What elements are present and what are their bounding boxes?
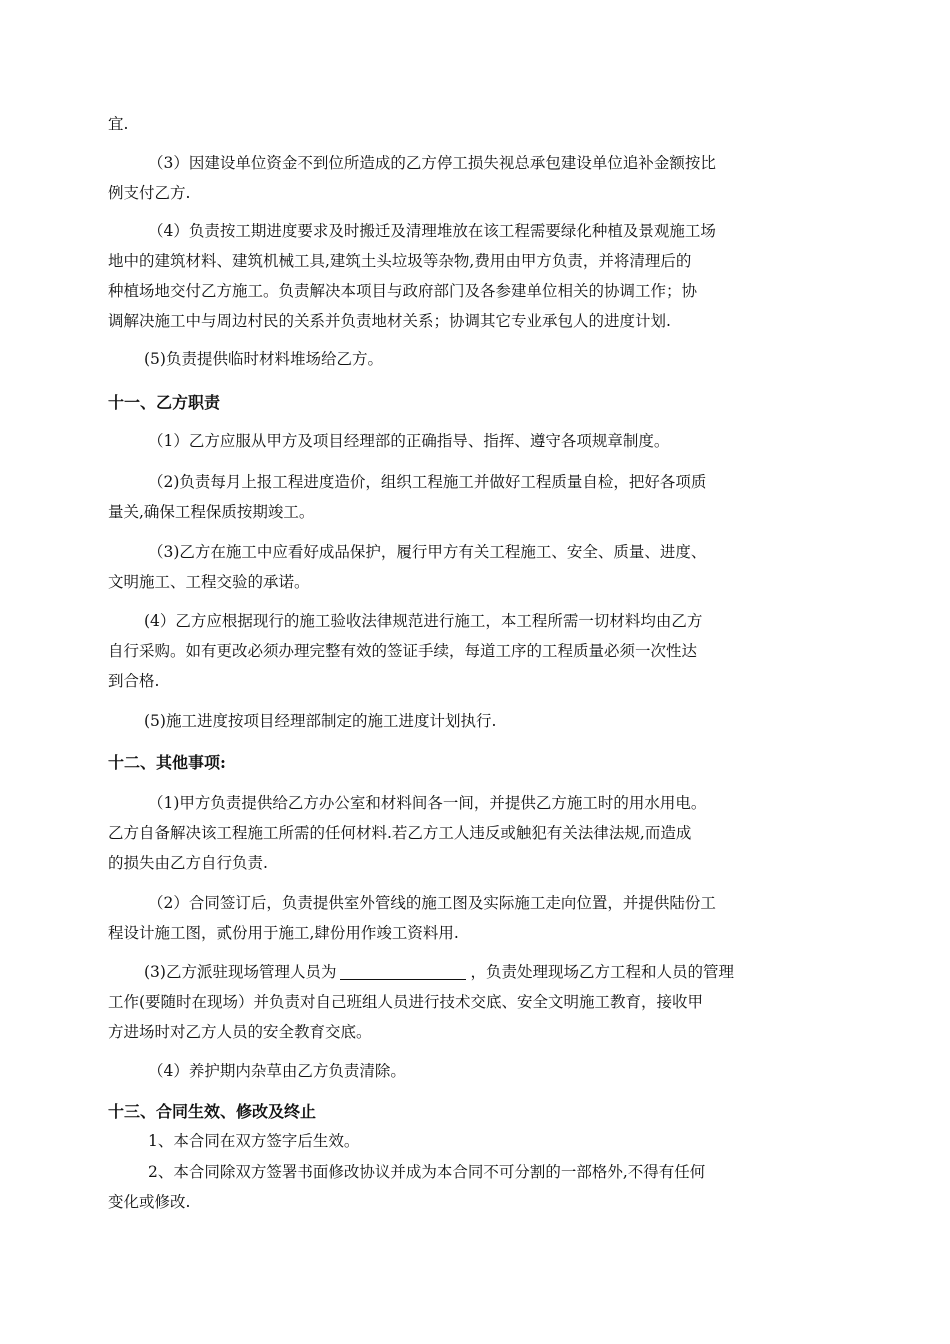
paragraph-line: 宜. — [108, 115, 129, 133]
paragraph-line: （3)乙方在施工中应看好成品保护，履行甲方有关工程施工、安全、质量、进度、 — [148, 543, 707, 561]
paragraph-line: 2、本合同除双方签署书面修改协议并成为本合同不可分割的一部格外,不得有任何 — [148, 1163, 706, 1181]
clause-10-continuation — [108, 109, 846, 139]
paragraph-text: (3)乙方派驻现场管理人员为 — [144, 963, 337, 981]
clause-11-item-4 — [108, 606, 846, 696]
paragraph-line: 1、本合同在双方签字后生效。 — [148, 1132, 360, 1150]
clause-11-item-2 — [108, 467, 846, 527]
paragraph-line: 自行采购。如有更改必须办理完整有效的签证手续，每道工序的工程质量必须一次性达 — [108, 642, 698, 660]
clause-10-item-3 — [108, 148, 846, 208]
clause-12-item-4 — [108, 1056, 846, 1086]
section-heading-11: 十一、乙方职责 — [108, 393, 221, 412]
clause-12-item-3 — [108, 957, 846, 1047]
section-heading-12: 十二、其他事项: — [108, 753, 226, 772]
paragraph-line: 方进场时对乙方人员的安全教育交底。 — [108, 1023, 372, 1041]
clause-13-item-1 — [108, 1126, 846, 1156]
paragraph-line: (5)施工进度按项目经理部制定的施工进度计划执行. — [144, 712, 497, 730]
section-heading-13: 十三、合同生效、修改及终止 — [108, 1102, 317, 1121]
paragraph-line: (5)负责提供临时材料堆场给乙方。 — [144, 350, 383, 368]
clause-10-item-4 — [108, 216, 846, 336]
paragraph-line: 的损失由乙方自行负责. — [108, 854, 268, 872]
clause-11-item-3 — [108, 537, 846, 597]
clause-13-item-2 — [108, 1157, 846, 1217]
fill-in-blank[interactable] — [340, 961, 466, 980]
clause-12-item-2 — [108, 888, 846, 948]
paragraph-line: （4）负责按工期进度要求及时搬迁及清理堆放在该工程需要绿化种植及景观施工场 — [148, 222, 716, 240]
clause-10-item-5 — [108, 344, 846, 374]
paragraph-line: （2)负责每月上报工程进度造价，组织工程施工并做好工程质量自检，把好各项质 — [148, 473, 707, 491]
paragraph-text: ，负责处理现场乙方工程和人员的管理 — [470, 963, 734, 981]
paragraph-line: 种植场地交付乙方施工。负责解决本项目与政府部门及各参建单位相关的协调工作；协 — [108, 282, 698, 300]
paragraph-line: 工作(要随时在现场）并负责对自己班组人员进行技术交底、安全文明施工教育，接收甲 — [108, 993, 704, 1011]
paragraph-line: （3）因建设单位资金不到位所造成的乙方停工损失视总承包建设单位追补金额按比 — [148, 154, 716, 172]
paragraph-line — [108, 957, 846, 987]
paragraph-line: 例支付乙方. — [108, 184, 191, 202]
paragraph-line: 调解决施工中与周边村民的关系并负责地材关系；协调其它专业承包人的进度计划. — [108, 312, 671, 330]
paragraph-line: 文明施工、工程交验的承诺。 — [108, 573, 310, 591]
paragraph-line: 变化或修改. — [108, 1193, 191, 1211]
paragraph-line: （1)甲方负责提供给乙方办公室和材料间各一间，并提供乙方施工时的用水用电。 — [148, 794, 707, 812]
paragraph-line: 到合格. — [108, 672, 160, 690]
clause-12-item-1 — [108, 788, 846, 878]
clause-11-item-1 — [108, 426, 846, 456]
paragraph-line: （1）乙方应服从甲方及项目经理部的正确指导、指挥、遵守各项规章制度。 — [148, 432, 670, 450]
paragraph-line: （4）养护期内杂草由乙方负责清除。 — [148, 1062, 406, 1080]
paragraph-line: （2）合同签订后，负责提供室外管线的施工图及实际施工走向位置，并提供陆份工 — [148, 894, 716, 912]
paragraph-line: 乙方自备解决该工程施工所需的任何材料.若乙方工人违反或触犯有关法律法规,而造成 — [108, 824, 692, 842]
clause-11-item-5 — [108, 706, 846, 736]
paragraph-line: 量关,确保工程保质按期竣工。 — [108, 503, 315, 521]
paragraph-line: 地中的建筑材料、建筑机械工具,建筑土头垃圾等杂物,费用由甲方负责，并将清理后的 — [108, 252, 692, 270]
paragraph-line: 程设计施工图，贰份用于施工,肆份用作竣工资料用. — [108, 924, 459, 942]
paragraph-line: (4）乙方应根据现行的施工验收法律规范进行施工，本工程所需一切材料均由乙方 — [144, 612, 703, 630]
